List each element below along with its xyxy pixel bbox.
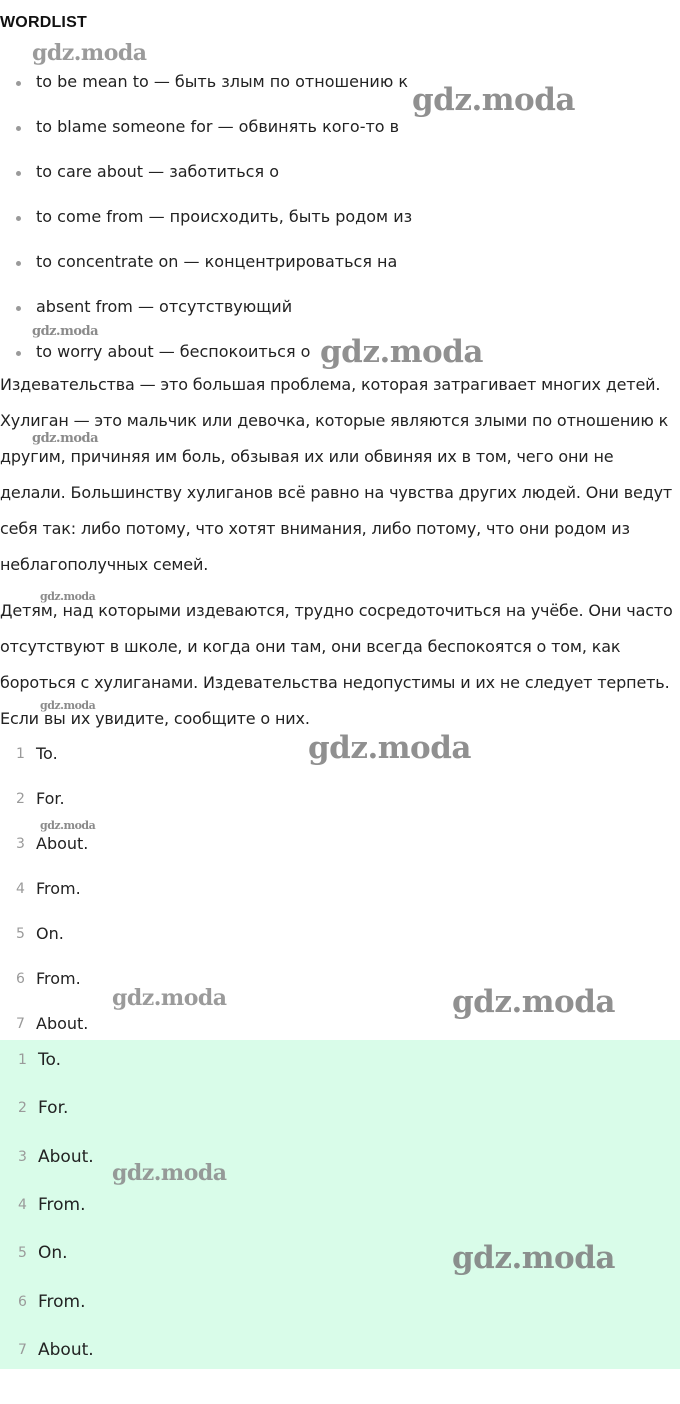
answer-text: From. xyxy=(36,969,81,988)
answer-text: About. xyxy=(36,1014,89,1033)
answer-text: About. xyxy=(38,1340,94,1360)
answer-text: For. xyxy=(38,1098,69,1118)
answer-number: 1 xyxy=(18,1052,27,1068)
answer-number: 7 xyxy=(18,1342,27,1358)
text-line: делали. Большинству хулиганов всё равно на чувства других людей. Они ведут xyxy=(0,483,673,502)
translation-paragraph-1 xyxy=(0,367,680,583)
text-line: бороться с хулиганами. Издевательства недопустимы и их не следует терпеть. xyxy=(0,673,670,692)
bullet-icon xyxy=(16,306,21,311)
answer-number: 5 xyxy=(18,1245,27,1261)
text-line: неблагополучных семей. xyxy=(0,555,209,574)
answer-text: To. xyxy=(38,1050,62,1070)
answer-text: From. xyxy=(36,879,81,898)
answer-number: 7 xyxy=(16,1016,25,1032)
translation-paragraph-2 xyxy=(0,593,680,729)
answer-text: To. xyxy=(36,744,58,763)
wordlist-item-text: to worry about — беспокоиться о xyxy=(36,342,311,361)
wordlist-item-text: to come from — происходить, быть родом из xyxy=(36,207,413,226)
watermark: gdz.moda xyxy=(412,82,575,118)
watermark: gdz.moda xyxy=(112,1160,227,1186)
bullet-icon xyxy=(16,171,21,176)
watermark: gdz.moda xyxy=(308,730,471,766)
watermark: gdz.moda xyxy=(320,334,483,370)
text-line: Хулиган — это мальчик или девочка, которые являются злыми по отношению к xyxy=(0,411,669,430)
answer-text: From. xyxy=(38,1292,86,1312)
watermark: gdz.moda xyxy=(32,324,99,339)
text-line: себя так: либо потому, что хотят внимания, либо потому, что они родом из xyxy=(0,519,630,538)
bullet-icon xyxy=(16,351,21,356)
wordlist-item-text: to be mean to — быть злым по отношению к xyxy=(36,72,409,91)
text-line: другим, причиняя им боль, обзывая их или обвиняя их в том, чего они не xyxy=(0,447,614,466)
text-line: Если вы их увидите, сообщите о них. xyxy=(0,709,310,728)
wordlist-item-text: absent from — отсутствующий xyxy=(36,297,293,316)
watermark: gdz.moda xyxy=(452,1240,615,1276)
watermark: gdz.moda xyxy=(40,699,96,712)
answer-number: 6 xyxy=(16,971,25,987)
answer-number: 2 xyxy=(16,791,25,807)
highlighted-answer-box xyxy=(0,1040,680,1369)
answer-text: On. xyxy=(38,1243,68,1263)
answer-number: 6 xyxy=(18,1294,27,1310)
wordlist-item-text: to blame someone for — обвинять кого-то в xyxy=(36,117,400,136)
answer-number: 4 xyxy=(18,1197,27,1213)
answer-number: 2 xyxy=(18,1100,27,1116)
bullet-icon xyxy=(16,216,21,221)
watermark: gdz.moda xyxy=(112,985,227,1011)
answer-text: On. xyxy=(36,924,64,943)
answer-number: 4 xyxy=(16,881,25,897)
answer-text: About. xyxy=(36,834,89,853)
wordlist-heading: WORDLIST xyxy=(0,14,87,31)
watermark: gdz.moda xyxy=(32,431,99,446)
bullet-icon xyxy=(16,81,21,86)
answer-number: 3 xyxy=(16,836,25,852)
watermark: gdz.moda xyxy=(452,984,615,1020)
answer-number: 5 xyxy=(16,926,25,942)
text-line: Издевательства — это большая проблема, которая затрагивает многих детей. xyxy=(0,375,661,394)
answer-text: From. xyxy=(38,1195,86,1215)
watermark: gdz.moda xyxy=(40,590,96,603)
answer-number: 3 xyxy=(18,1149,27,1165)
text-line: отсутствуют в школе, и когда они там, они всегда беспокоятся о том, как xyxy=(0,637,621,656)
bullet-icon xyxy=(16,261,21,266)
watermark: gdz.moda xyxy=(40,819,96,832)
bullet-icon xyxy=(16,126,21,131)
answer-number: 1 xyxy=(16,746,25,762)
text-line: Детям, над которыми издеваются, трудно сосредоточиться на учёбе. Они часто xyxy=(0,601,673,620)
answer-text: For. xyxy=(36,789,65,808)
watermark: gdz.moda xyxy=(32,40,147,66)
answer-text: About. xyxy=(38,1147,94,1167)
wordlist-item-text: to concentrate on — концентрироваться на xyxy=(36,252,398,271)
wordlist-item-text: to care about — заботиться о xyxy=(36,162,279,181)
